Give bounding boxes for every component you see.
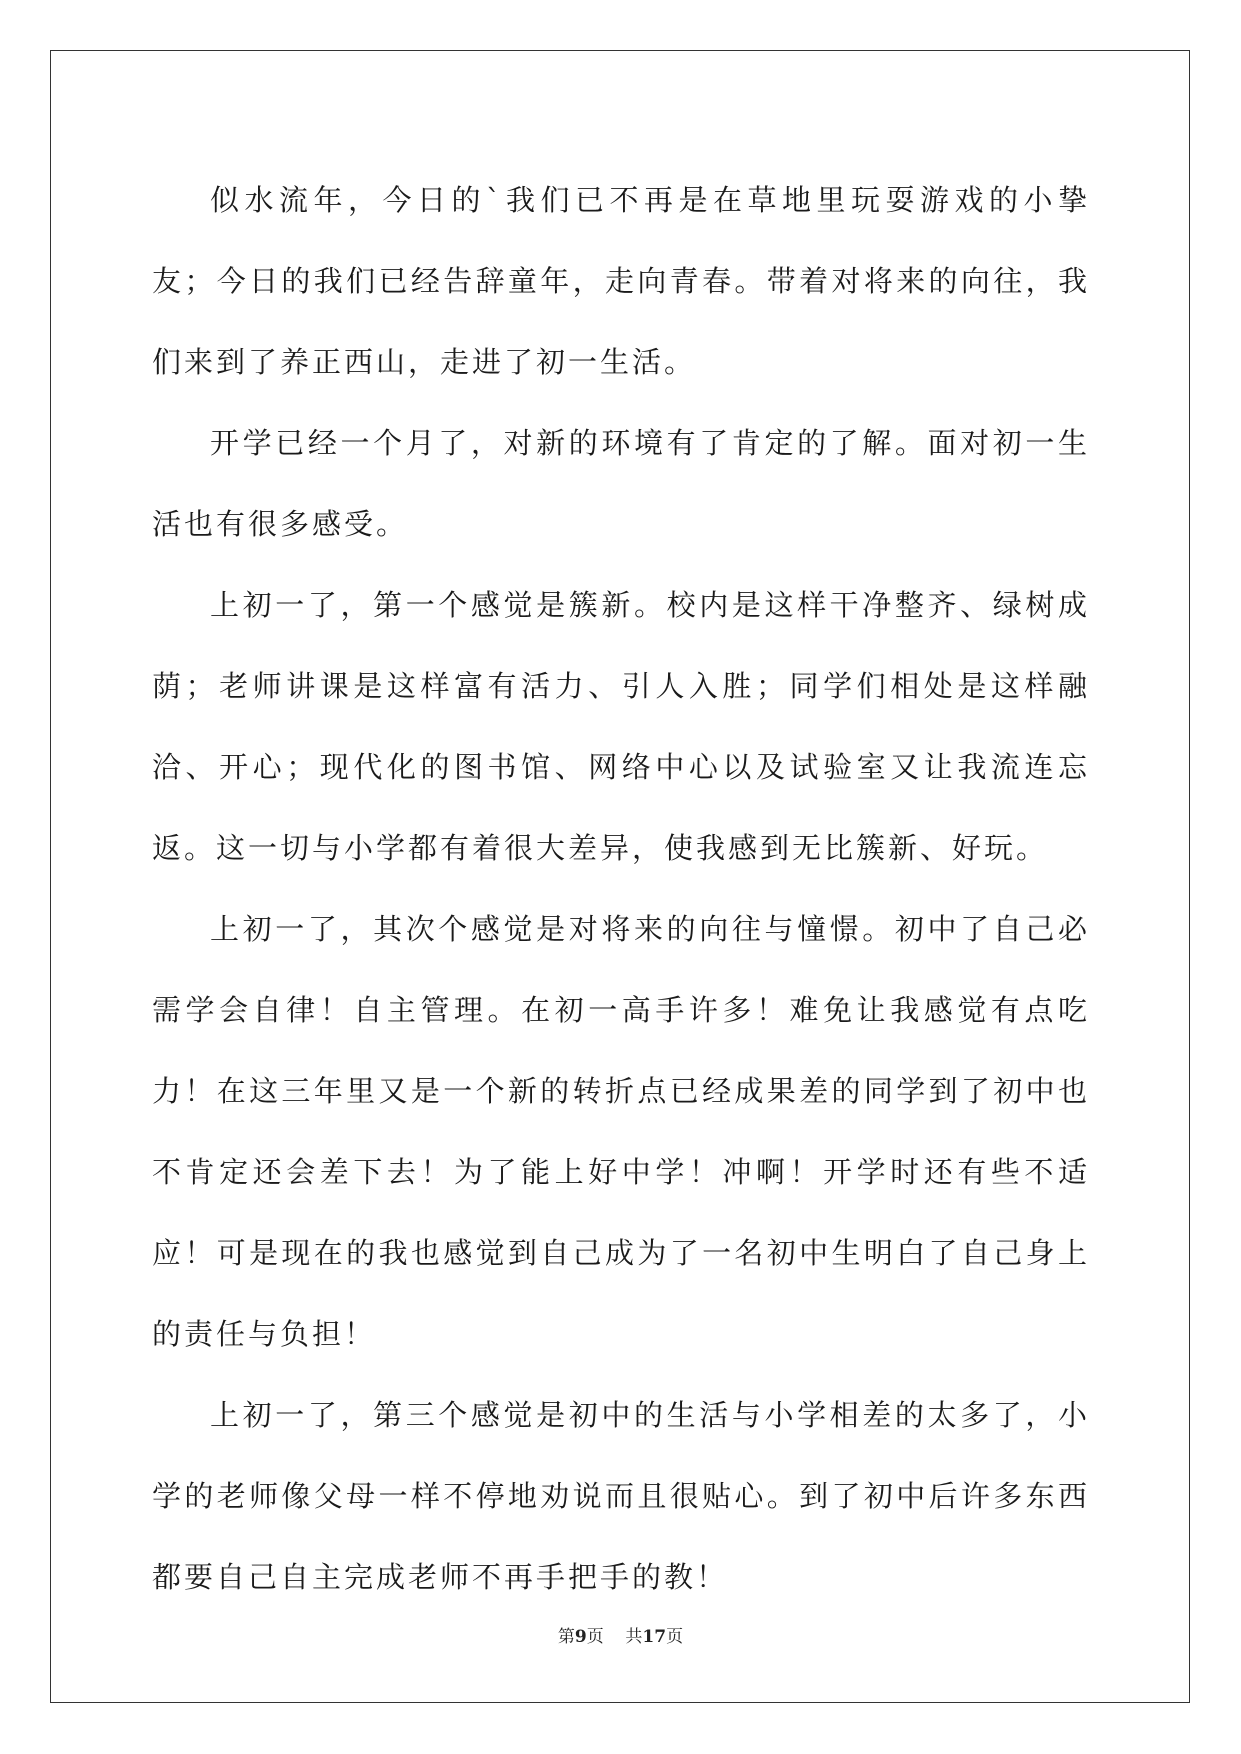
page-label-prefix: 第 [557,1627,575,1647]
paragraph-5: 上初一了，第三个感觉是初中的生活与小学相差的太多了，小学的老师像父母一样不停地劝说而且很贴心。到了初中后许多东西都要自己自主完成老师不再手把手的教！ [152,1398,1090,1594]
total-label-prefix: 共 [625,1627,643,1647]
paragraph-2: 开学已经一个月了，对新的环境有了肯定的了解。面对初一生活也有很多感受。 [152,426,1090,541]
total-label-suffix: 页 [666,1627,684,1647]
page-label-suffix: 页 [586,1627,604,1647]
page-footer [0,1622,1241,1647]
page-number: 9 [574,1627,587,1647]
document-body [152,160,1090,1618]
total-pages: 17 [642,1627,667,1647]
paragraph-3: 上初一了，第一个感觉是簇新。校内是这样干净整齐、绿树成荫；老师讲课是这样富有活力、引人入胜；同学们相处是这样融洽、开心；现代化的图书馆、网络中心以及试验室又让我流连忘返。这一切与小学都有着很大差异，使我感到无比簇新、好玩。 [152,588,1090,865]
paragraph-4: 上初一了，其次个感觉是对将来的向往与憧憬。初中了自己必需学会自律！自主管理。在初一高手许多！难免让我感觉有点吃力！在这三年里又是一个新的转折点已经成果差的同学到了初中也不肯定还会差下去！为了能上好中学！冲啊！开学时还有些不适应！可是现在的我也感觉到自己成为了一名初中生明白了自己身上的责任与负担！ [152,912,1090,1351]
paragraph-1: 似水流年，今日的`我们已不再是在草地里玩耍游戏的小挚友；今日的我们已经告辞童年，走向青春。带着对将来的向往，我们来到了养正西山，走进了初一生活。 [152,183,1090,379]
